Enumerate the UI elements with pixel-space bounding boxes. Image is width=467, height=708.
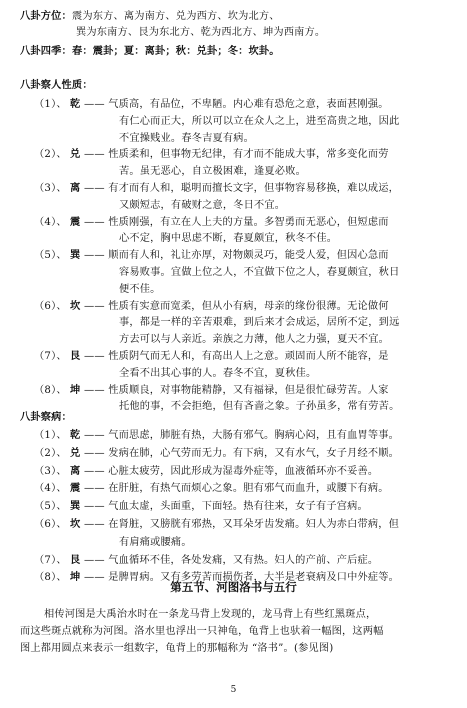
illness-entry-text: —— 气而思虑，肺脏有热，大肠有邪气。胸病心闷，且有血胃等事。 — [84, 430, 400, 441]
section-paragraph-line-2: 而这些斑点就称为河图。洛水里也浮出一只神龟，龟背上也驮着一幅图，这两幅 — [20, 626, 384, 637]
seasons-text: 春：震卦；夏：离卦；秋：兑卦；冬：坎卦。 — [71, 46, 280, 57]
personality-entry-text: —— 性质刚强，有立在人上夫的方量。多智勇而无恶心，但短虑而 — [84, 216, 389, 228]
personality-entry-number: （4）、 — [34, 216, 67, 228]
illness-entry-text: —— 气血太虚，头面重，下面轻。热有往来，女子有子宫病。 — [84, 501, 368, 513]
directions-label: 八卦方位： — [20, 11, 72, 22]
illness-entry-text: —— 是脾胃病。又有多劳苦而损伤者，大半是老衰病及口中外症等。 — [84, 572, 400, 584]
personality-entry-text: 托他的事，不会拒绝，但有吝啬之象。子孙虽多，常有劳苦。 — [119, 401, 400, 413]
seasons-label: 八卦四季： — [20, 46, 72, 57]
personality-gua-name: 震 — [70, 216, 81, 228]
illness-entry-number: （4）、 — [34, 483, 67, 495]
illness-gua-name: 艮 — [70, 554, 81, 566]
illness-gua-name: 巽 — [70, 501, 81, 513]
illness-entry-number: （3）、 — [34, 465, 67, 477]
personality-gua-name: 离 — [70, 183, 81, 194]
personality-gua-name: 巽 — [70, 250, 81, 262]
illness-entry-number: （2）、 — [34, 447, 67, 459]
directions-text-1: 震为东方、离为南方、兑为西方、坎为北方、 — [71, 11, 280, 22]
illness-entry-text: —— 心脏太疲劳，因此形成为湿毒外症等，血液循环亦不妥善。 — [84, 465, 379, 477]
personality-entry-text: 便不佳。 — [119, 283, 161, 295]
illness-entry-number: （1）、 — [34, 430, 67, 441]
personality-entry-text: —— 有才而有人和，聪明而擅长文字，但事物容易移换，难以成运， — [84, 183, 400, 194]
personality-entry-text: 容易败事。宜做上位之人，不宜做下位之人，春夏颇宜，秋日 — [119, 267, 400, 278]
illness-entry-text: 有肩痛或腰痛。 — [119, 536, 192, 548]
directions-line-1 — [20, 10, 280, 24]
illness-gua-name: 兑 — [70, 447, 81, 459]
personality-gua-name: 兑 — [70, 149, 81, 161]
personality-entry-number: （3）、 — [34, 183, 67, 194]
personality-gua-name: 艮 — [70, 351, 81, 362]
illness-entry-text: —— 气血循环不佳，各处发痛，又有热。妇人的产前、产后症。 — [84, 554, 379, 566]
personality-entry-number: （1）、 — [34, 99, 67, 110]
personality-entry-number: （8）、 — [34, 384, 67, 396]
illness-gua-name: 坎 — [70, 519, 81, 530]
personality-entry-number: （5）、 — [34, 250, 67, 262]
personality-entry-text: —— 性质阴气而无人和，有高出人上之意。顽固而人所不能容，是 — [84, 351, 389, 362]
personality-entry-text: —— 性质柔和，但事物无纪律，有才而不能成大事，常多变化而劳 — [84, 149, 389, 161]
illness-heading: 八卦察病： — [20, 412, 72, 423]
personality-gua-name: 坎 — [70, 300, 81, 312]
illness-gua-name: 坤 — [70, 572, 81, 584]
personality-entry-text: —— 性质顺良，对事物能精静，又有福禄，但是很忙碌劳苦。人家 — [84, 384, 389, 396]
personality-entry-number: （6）、 — [34, 300, 67, 312]
illness-entry-number: （7）、 — [34, 554, 67, 566]
directions-line-2: 巽为东南方、艮为东北方、乾为西北方、坤为西南方。 — [76, 27, 326, 38]
personality-entry-text: 心不定，胸中思虑不断，春夏颇宜，秋冬不佳。 — [119, 233, 338, 245]
personality-entry-text: 不宜操贱业。春冬吉夏有病。 — [119, 132, 255, 144]
personality-entry-number: （7）、 — [34, 351, 67, 362]
personality-heading: 八卦察人性质： — [20, 80, 93, 91]
personality-entry-text: —— 性质有实意而宽柔，但从小有病，母亲的缘份很薄。无论做何 — [84, 300, 389, 312]
personality-entry-text: 又颇短志，有破财之意，冬日不宜。 — [119, 199, 286, 211]
section-paragraph-line-3: 图上都用圆点来表示一组数字，龟背上的那幅称为 “洛书”。(参见图) — [20, 643, 334, 654]
illness-entry-number: （6）、 — [34, 519, 67, 530]
personality-entry-text: —— 顺而有人和，礼让亦厚，对物颇灵巧，能受人爱，但因心急而 — [84, 250, 389, 262]
personality-entry-text: 方去可以与人亲近。亲族之力薄，他人之力强，夏天不宜。 — [119, 334, 390, 346]
illness-entry-number: （5）、 — [34, 501, 67, 513]
personality-entry-number: （2）、 — [34, 149, 67, 161]
illness-entry-text: —— 在肝脏，有热气而烦心之象。胆有邪气而血升，或腰下有病。 — [84, 483, 389, 495]
illness-gua-name: 离 — [70, 465, 81, 477]
illness-entry-number: （8）、 — [34, 572, 67, 584]
personality-entry-text: 有仁心而正大，所以可以立在众人之上，进至高贵之地，因此 — [119, 115, 400, 127]
page-number: 5 — [230, 685, 237, 695]
illness-entry-text: —— 在肾脏，又膀胱有邪热，又耳朵牙齿发痛。妇人为赤白带病，但 — [84, 519, 400, 530]
seasons-line — [20, 45, 280, 59]
illness-gua-name: 乾 — [70, 430, 81, 441]
personality-entry-text: 全看不出其心事的人。春冬不宜，夏秋佳。 — [119, 367, 317, 379]
section-title: 第五节、河图洛书与五行 — [170, 580, 297, 594]
personality-entry-text: 苦。虽无恶心，自立极困难，逢夏必败。 — [119, 166, 306, 178]
section-paragraph-line-1: 相传河图是大禹治水时在一条龙马背上发现的，龙马背上有些红黑斑点， — [44, 609, 377, 620]
illness-gua-name: 震 — [70, 483, 81, 495]
illness-entry-text: —— 发病在肺，心气劳而无力。有下病，又有水气，女子月经不顺。 — [84, 447, 400, 459]
personality-entry-text: 事，都是一样的辛苦艰难，到后来才会成运，居所不定，到远 — [119, 317, 400, 329]
personality-gua-name: 坤 — [70, 384, 81, 396]
personality-gua-name: 乾 — [70, 99, 81, 110]
personality-entry-text: —— 气质高，有品位，不卑陋。内心难有恐危之意，表面甚刚强。 — [84, 99, 389, 110]
